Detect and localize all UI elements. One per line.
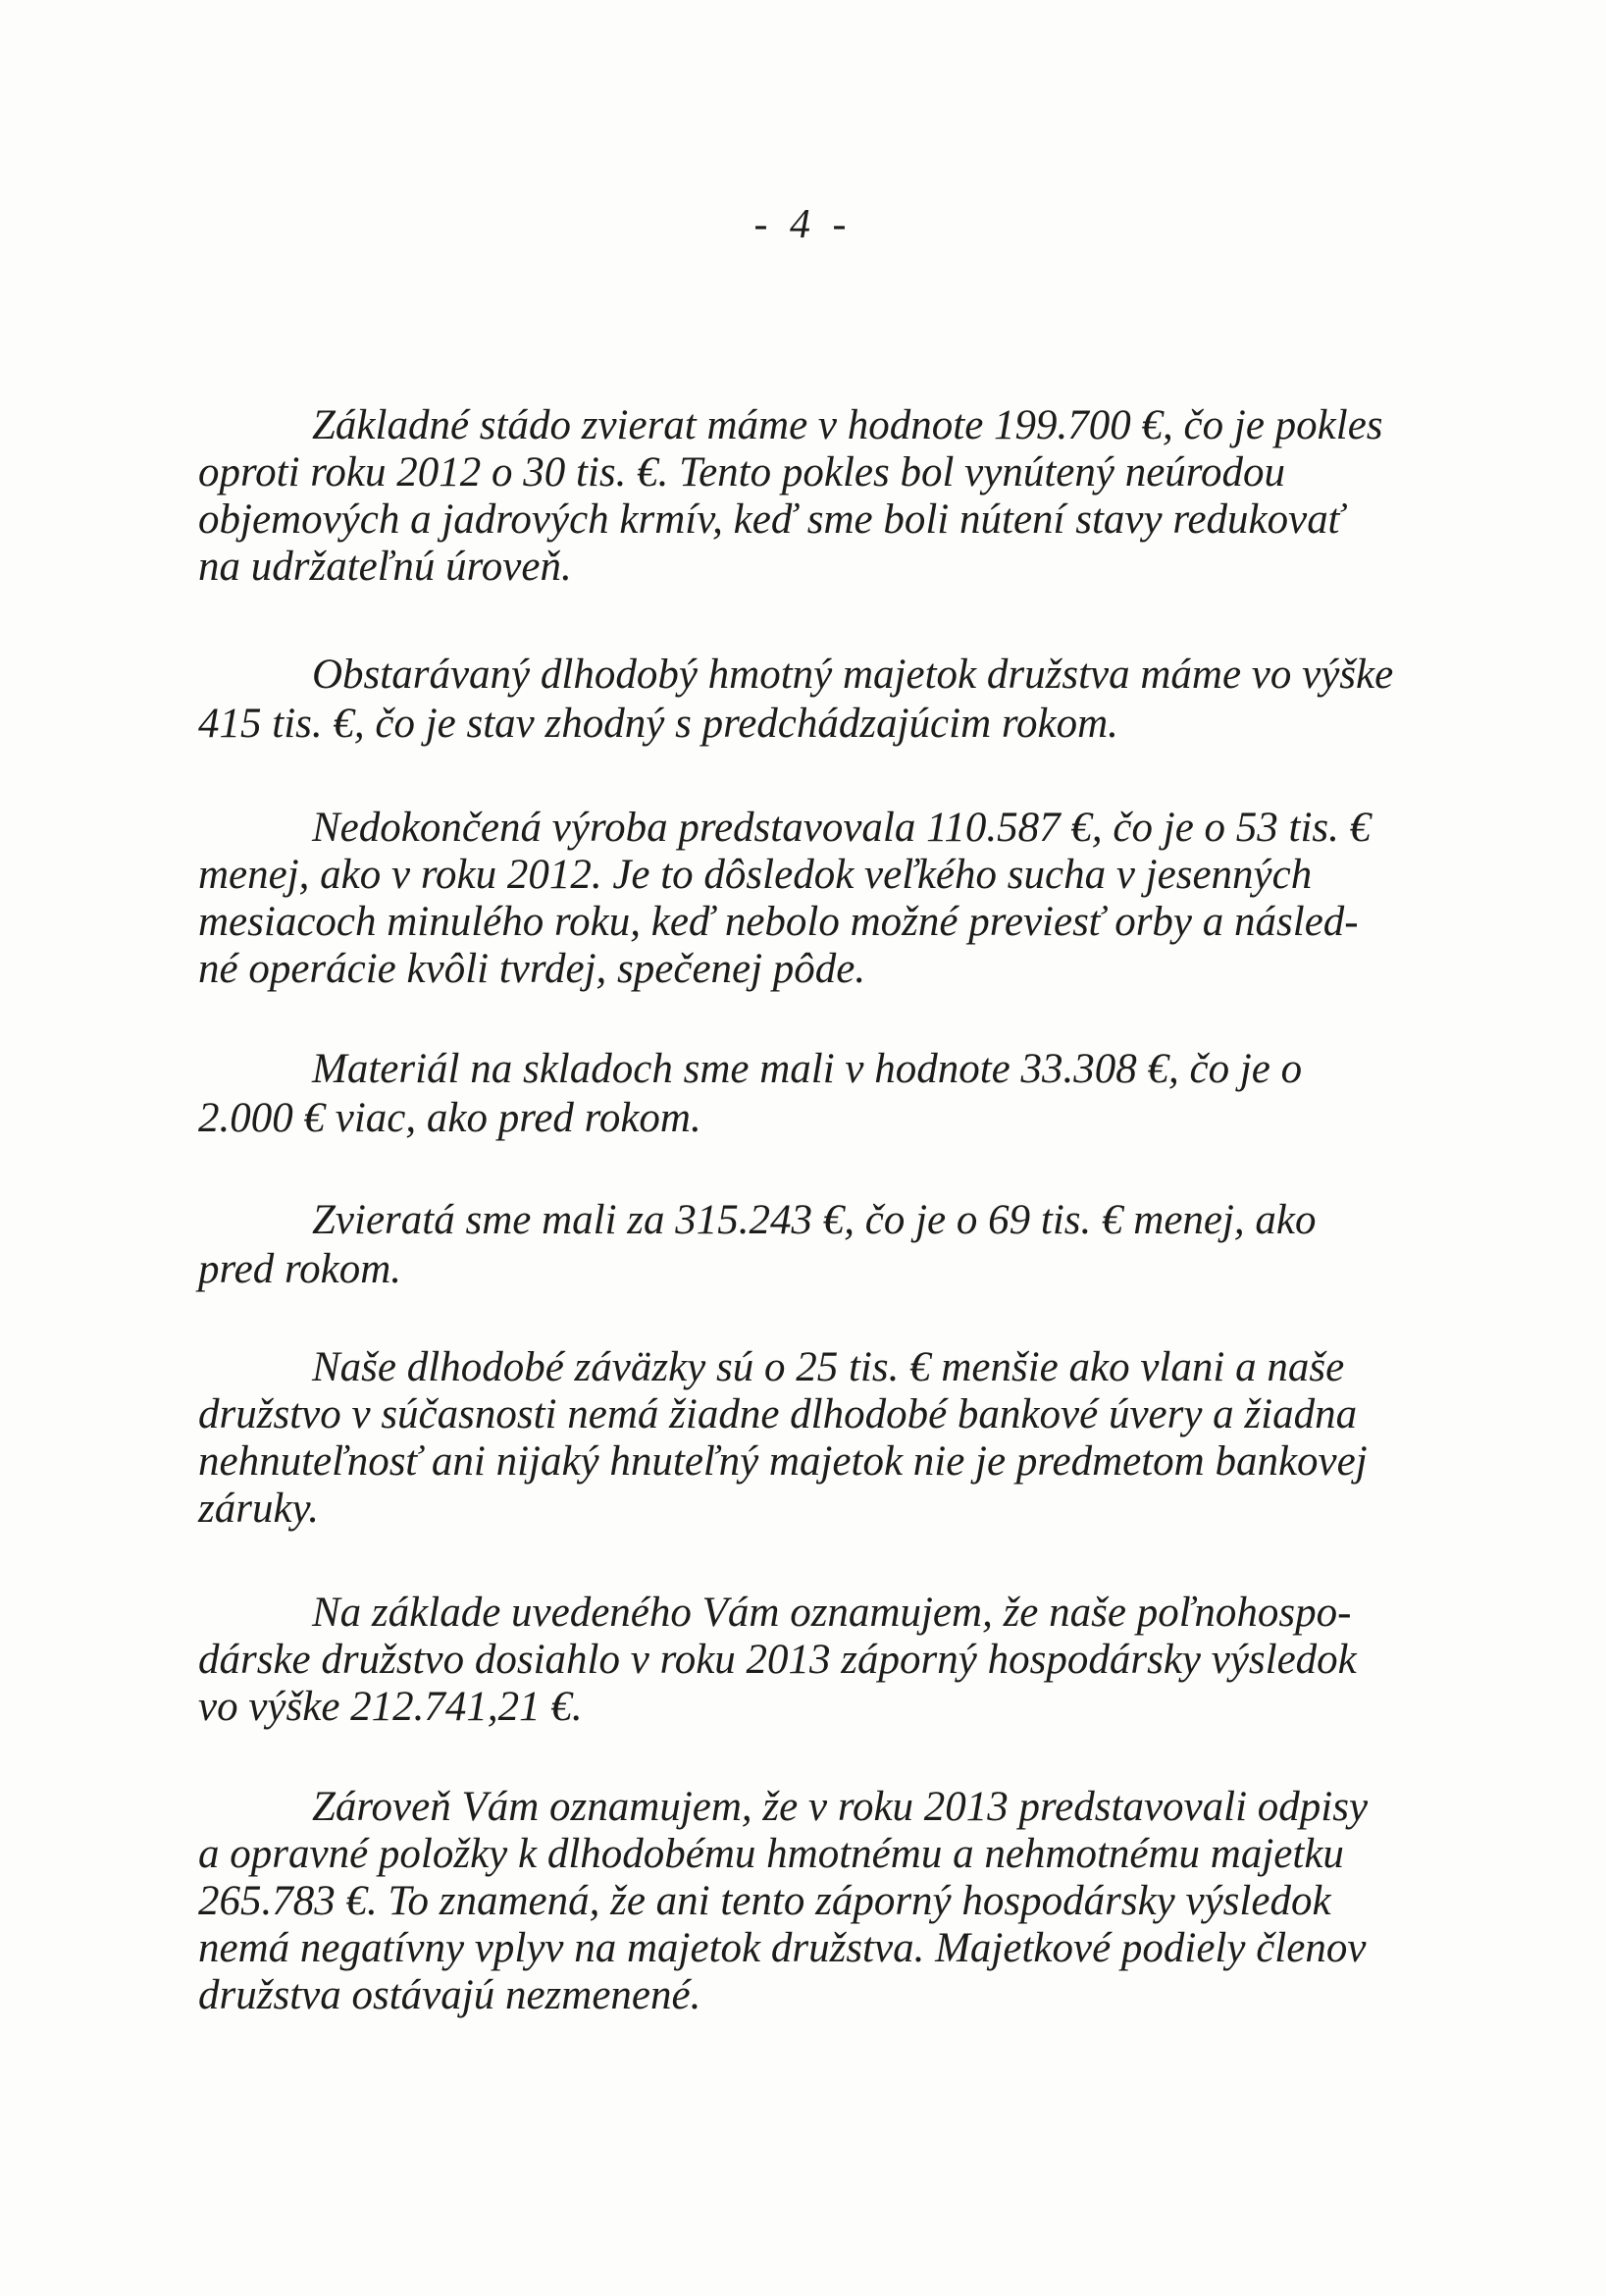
paragraph-1-line-2: oproti roku 2012 o 30 tis. €. Tento pokles bol vynútený neúrodou xyxy=(198,449,1285,496)
paragraph-6-line-3: nehnuteľnosť ani nijaký hnuteľný majetok nie je predmetom bankovej xyxy=(198,1438,1368,1485)
paragraph-2-line-1: Obstarávaný dlhodobý hmotný majetok družstva máme vo výške xyxy=(312,652,1394,698)
paragraph-7-line-2: dárske družstvo dosiahlo v roku 2013 záporný hospodársky výsledok xyxy=(198,1637,1357,1683)
paragraph-8-line-1: Zároveň Vám oznamujem, že v roku 2013 predstavovali odpisy xyxy=(312,1784,1369,1830)
paragraph-1-line-3: objemových a jadrových krmív, keď sme boli nútení stavy redukovať xyxy=(198,496,1344,543)
paragraph-8-line-4: nemá negatívny vplyv na majetok družstva. Majetkové podiely členov xyxy=(198,1925,1367,1971)
paragraph-6-line-4: záruky. xyxy=(198,1486,320,1532)
paragraph-6-line-2: družstvo v súčasnosti nemá žiadne dlhodobé bankové úvery a žiadna xyxy=(198,1391,1358,1437)
paragraph-2-line-2: 415 tis. €, čo je stav zhodný s predchádzajúcim rokom. xyxy=(198,701,1118,747)
paragraph-5-line-1: Zvieratá sme mali za 315.243 €, čo je o 69 tis. € menej, ako xyxy=(312,1197,1317,1243)
paragraph-4-line-2: 2.000 € viac, ako pred rokom. xyxy=(198,1095,701,1141)
paragraph-8-line-5: družstva ostávajú nezmenené. xyxy=(198,1972,701,2018)
paragraph-7-line-3: vo výške 212.741,21 €. xyxy=(198,1684,583,1730)
paragraph-5-line-2: pred rokom. xyxy=(198,1246,402,1292)
paragraph-1-line-4: na udržateľnú úroveň. xyxy=(198,544,572,590)
paragraph-8-line-2: a opravné položky k dlhodobému hmotnému a nehmotnému majetku xyxy=(198,1831,1344,1877)
paragraph-3-line-4: né operácie kvôli tvrdej, spečenej pôde. xyxy=(198,946,866,992)
paragraph-7-line-1: Na základe uvedeného Vám oznamujem, že naše poľnohospo- xyxy=(312,1590,1352,1636)
page-number: - 4 - xyxy=(753,202,853,247)
paragraph-1-line-1: Základné stádo zvierat máme v hodnote 199.700 €, čo je pokles xyxy=(312,402,1383,448)
paragraph-6-line-1: Naše dlhodobé záväzky sú o 25 tis. € menšie ako vlani a naše xyxy=(312,1344,1345,1390)
paragraph-3-line-2: menej, ako v roku 2012. Je to dôsledok veľkého sucha v jesenných xyxy=(198,852,1313,898)
paragraph-3-line-1: Nedokončená výroba predstavovala 110.587 €, čo je o 53 tis. € xyxy=(312,805,1372,851)
paragraph-8-line-3: 265.783 €. To znamená, že ani tento záporný hospodársky výsledok xyxy=(198,1878,1331,1924)
paragraph-4-line-1: Materiál na skladoch sme mali v hodnote 33.308 €, čo je o xyxy=(312,1046,1303,1092)
paragraph-3-line-3: mesiacoch minulého roku, keď nebolo možné previesť orby a násled- xyxy=(198,899,1359,945)
